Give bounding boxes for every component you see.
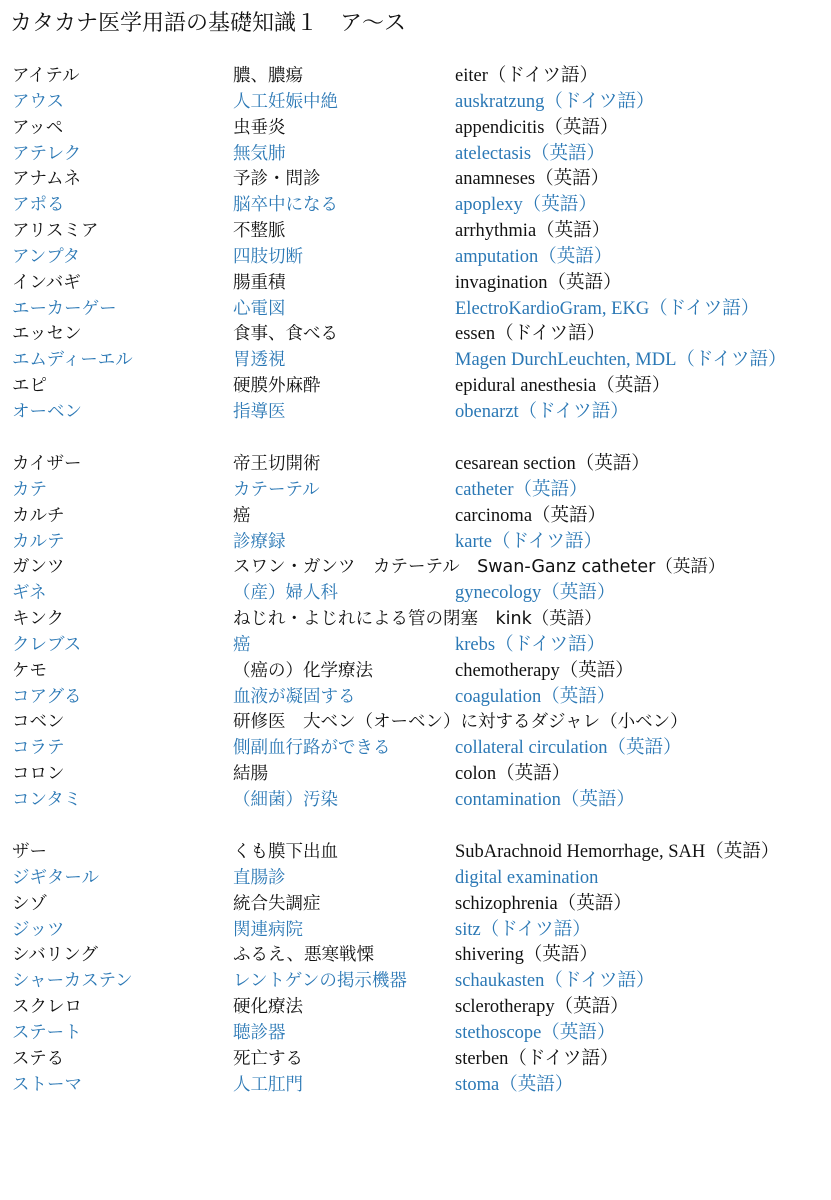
term-row bbox=[0, 90, 831, 116]
katakana-term: コアグる bbox=[12, 686, 82, 707]
term-row bbox=[0, 478, 831, 504]
japanese-meaning: 直腸診 bbox=[233, 867, 286, 888]
section-a bbox=[0, 64, 831, 426]
japanese-meaning: （細菌）汚染 bbox=[233, 789, 338, 810]
japanese-meaning: 人工妊娠中絶 bbox=[233, 91, 338, 112]
katakana-term: アリスミア bbox=[12, 221, 99, 242]
katakana-term: クレブス bbox=[12, 634, 82, 655]
katakana-term: アテレク bbox=[12, 143, 82, 164]
origin-word: stethoscope（英語） bbox=[455, 1022, 616, 1043]
katakana-term: ステる bbox=[12, 1048, 65, 1069]
term-row bbox=[0, 685, 831, 711]
origin-word: appendicitis（英語） bbox=[455, 117, 619, 138]
japanese-meaning: （産）婦人科 bbox=[233, 583, 338, 604]
term-row bbox=[0, 736, 831, 762]
term-row bbox=[0, 116, 831, 142]
term-row bbox=[0, 762, 831, 788]
katakana-term: アウス bbox=[12, 91, 64, 112]
term-row bbox=[0, 64, 831, 90]
japanese-meaning: 指導医 bbox=[233, 401, 286, 422]
term-row bbox=[0, 1047, 831, 1073]
origin-word: anamneses（英語） bbox=[455, 169, 610, 190]
katakana-term: エッセン bbox=[12, 324, 82, 345]
katakana-term: ザー bbox=[12, 842, 47, 862]
term-row bbox=[0, 607, 831, 633]
japanese-meaning: レントゲンの掲示機器 bbox=[233, 971, 407, 992]
origin-word: coagulation（英語） bbox=[455, 686, 616, 707]
japanese-meaning: 血液が凝固する bbox=[233, 686, 356, 707]
katakana-term: アイテル bbox=[12, 66, 80, 86]
katakana-term: エムディーエル bbox=[12, 350, 133, 371]
katakana-term: エピ bbox=[12, 376, 47, 397]
katakana-term: インバギ bbox=[12, 272, 81, 293]
katakana-term: コベン bbox=[12, 712, 65, 733]
japanese-meaning: くも膜下出血 bbox=[233, 842, 338, 862]
term-row bbox=[0, 866, 831, 892]
katakana-term: シバリング bbox=[12, 945, 98, 966]
japanese-meaning: 硬化療法 bbox=[233, 997, 303, 1018]
katakana-term: アナムネ bbox=[12, 169, 82, 190]
term-row bbox=[0, 633, 831, 659]
origin-word: collateral circulation（英語） bbox=[455, 738, 682, 759]
japanese-meaning: 膿、膿瘍 bbox=[233, 66, 303, 86]
japanese-meaning: 予診・問診 bbox=[233, 169, 321, 190]
origin-word: obenarzt（ドイツ語） bbox=[455, 401, 629, 422]
japanese-meaning: 心電図 bbox=[233, 298, 286, 319]
section-ka bbox=[0, 452, 831, 814]
term-row bbox=[0, 297, 831, 323]
term-row bbox=[0, 918, 831, 944]
katakana-term: アポる bbox=[12, 195, 65, 216]
japanese-meaning: 統合失調症 bbox=[233, 893, 321, 914]
katakana-term: エーカーゲー bbox=[12, 298, 117, 319]
origin-word: sterben（ドイツ語） bbox=[455, 1048, 619, 1069]
origin-word: gynecology（英語） bbox=[455, 583, 616, 604]
katakana-term: カルテ bbox=[12, 531, 65, 552]
katakana-term: コラテ bbox=[12, 738, 65, 759]
term-row bbox=[0, 322, 831, 348]
term-row bbox=[0, 452, 831, 478]
term-row bbox=[0, 892, 831, 918]
japanese-meaning: 癌 bbox=[233, 505, 251, 526]
origin-word: eiter（ドイツ語） bbox=[455, 66, 598, 86]
japanese-meaning: 四肢切断 bbox=[233, 246, 303, 267]
katakana-term: ジギタール bbox=[12, 867, 99, 888]
japanese-meaning: 側副血行路ができる bbox=[233, 738, 391, 759]
japanese-meaning: ふるえ、悪寒戦慄 bbox=[233, 945, 375, 966]
katakana-term: ステート bbox=[12, 1022, 82, 1043]
origin-word: schaukasten（ドイツ語） bbox=[455, 971, 655, 992]
origin-word: digital examination bbox=[455, 867, 599, 888]
origin-word: arrhythmia（英語） bbox=[455, 221, 611, 242]
origin-word: sitz（ドイツ語） bbox=[455, 919, 591, 940]
origin-word: auskratzung（ドイツ語） bbox=[455, 91, 655, 112]
term-row bbox=[0, 530, 831, 556]
katakana-term: アッペ bbox=[12, 117, 64, 138]
katakana-term: ストーマ bbox=[12, 1074, 82, 1095]
japanese-meaning: 結腸 bbox=[233, 764, 268, 785]
katakana-term: カテ bbox=[12, 479, 47, 500]
katakana-term: キンク bbox=[12, 609, 64, 630]
origin-word: apoplexy（英語） bbox=[455, 195, 597, 216]
meaning-and-origin: スワン・ガンツ カテーテル Swan-Ganz catheter（英語） bbox=[233, 557, 726, 578]
term-row bbox=[0, 659, 831, 685]
section-sa bbox=[0, 840, 831, 1098]
japanese-meaning: 人工肛門 bbox=[233, 1074, 303, 1095]
katakana-term: シゾ bbox=[12, 893, 47, 914]
japanese-meaning: 関連病院 bbox=[233, 919, 303, 940]
origin-word: contamination（英語） bbox=[455, 789, 635, 810]
katakana-term: シャーカステン bbox=[12, 971, 133, 992]
origin-word: colon（英語） bbox=[455, 764, 571, 785]
origin-word: Magen DurchLeuchten, MDL（ドイツ語） bbox=[455, 350, 787, 371]
term-row bbox=[0, 374, 831, 400]
term-row bbox=[0, 840, 831, 866]
katakana-term: アンプタ bbox=[12, 246, 81, 267]
katakana-term: オーベン bbox=[12, 401, 82, 422]
katakana-term: ジッツ bbox=[12, 919, 65, 940]
katakana-term: カイザー bbox=[12, 454, 82, 474]
term-row bbox=[0, 555, 831, 581]
origin-word: epidural anesthesia（英語） bbox=[455, 376, 671, 397]
katakana-term: カルチ bbox=[12, 505, 65, 526]
term-row bbox=[0, 943, 831, 969]
japanese-meaning: 虫垂炎 bbox=[233, 117, 286, 138]
japanese-meaning: 脳卒中になる bbox=[233, 195, 338, 216]
page-title: カタカナ医学用語の基礎知識１ ア〜ス bbox=[10, 11, 407, 36]
origin-word: carcinoma（英語） bbox=[455, 505, 607, 526]
term-row bbox=[0, 348, 831, 374]
japanese-meaning: 不整脈 bbox=[233, 221, 286, 242]
origin-word: atelectasis（英語） bbox=[455, 143, 606, 164]
katakana-term: ガンツ bbox=[12, 557, 65, 578]
japanese-meaning: 硬膜外麻酔 bbox=[233, 376, 321, 397]
origin-word: krebs（ドイツ語） bbox=[455, 634, 606, 655]
meaning-and-origin: ねじれ・よじれによる管の閉塞 kink（英語） bbox=[233, 609, 602, 630]
origin-word: sclerotherapy（英語） bbox=[455, 997, 629, 1018]
term-row bbox=[0, 400, 831, 426]
term-row bbox=[0, 995, 831, 1021]
term-row bbox=[0, 167, 831, 193]
origin-word: shivering（英語） bbox=[455, 945, 598, 966]
katakana-term: コロン bbox=[12, 764, 65, 785]
japanese-meaning: 腸重積 bbox=[233, 272, 286, 293]
japanese-meaning: （癌の）化学療法 bbox=[233, 660, 373, 681]
japanese-meaning: 診療録 bbox=[233, 531, 286, 552]
term-row bbox=[0, 1073, 831, 1099]
meaning-and-origin: 研修医 大ベン（オーベン）に対するダジャレ（小ベン） bbox=[233, 712, 688, 733]
term-row bbox=[0, 193, 831, 219]
japanese-meaning: 食事、食べる bbox=[233, 324, 338, 345]
origin-word: essen（ドイツ語） bbox=[455, 324, 606, 345]
japanese-meaning: 聴診器 bbox=[233, 1022, 286, 1043]
term-row bbox=[0, 1021, 831, 1047]
japanese-meaning: 胃透視 bbox=[233, 350, 286, 371]
japanese-meaning: カテーテル bbox=[233, 479, 320, 500]
origin-word: ElectroKardioGram, EKG（ドイツ語） bbox=[455, 298, 760, 319]
katakana-term: コンタミ bbox=[12, 789, 82, 810]
origin-word: stoma（英語） bbox=[455, 1074, 574, 1095]
term-row bbox=[0, 271, 831, 297]
term-row bbox=[0, 969, 831, 995]
origin-word: cesarean section（英語） bbox=[455, 454, 650, 474]
origin-word: catheter（英語） bbox=[455, 479, 588, 500]
katakana-term: スクレロ bbox=[12, 997, 82, 1018]
term-row bbox=[0, 245, 831, 271]
origin-word: karte（ドイツ語） bbox=[455, 531, 603, 552]
katakana-term: ギネ bbox=[12, 583, 47, 604]
japanese-meaning: 死亡する bbox=[233, 1048, 303, 1069]
japanese-meaning: 無気肺 bbox=[233, 143, 286, 164]
origin-word: chemotherapy（英語） bbox=[455, 660, 634, 681]
origin-word: schizophrenia（英語） bbox=[455, 893, 632, 914]
term-row bbox=[0, 504, 831, 530]
origin-word: invagination（英語） bbox=[455, 272, 622, 293]
origin-word: amputation（英語） bbox=[455, 246, 613, 267]
term-row bbox=[0, 142, 831, 168]
origin-word: SubArachnoid Hemorrhage, SAH（英語） bbox=[455, 842, 780, 862]
term-row bbox=[0, 219, 831, 245]
katakana-term: ケモ bbox=[12, 660, 47, 681]
term-row bbox=[0, 581, 831, 607]
japanese-meaning: 癌 bbox=[233, 634, 251, 655]
term-row bbox=[0, 788, 831, 814]
japanese-meaning: 帝王切開術 bbox=[233, 454, 321, 474]
term-row bbox=[0, 710, 831, 736]
